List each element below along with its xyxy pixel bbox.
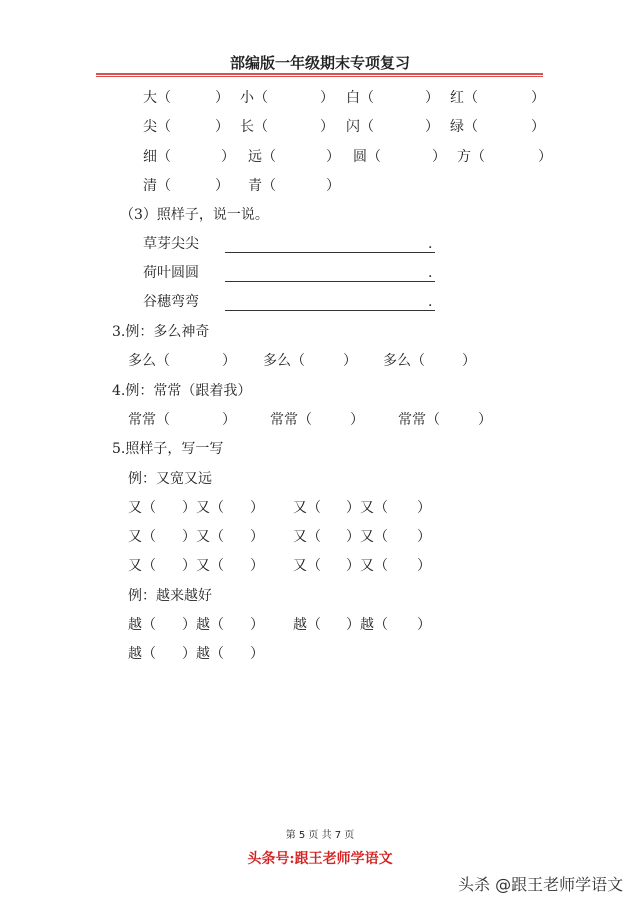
- watermark: 头杀 @跟王老师学语文: [458, 875, 624, 894]
- fill-blank-prompt: ）又（: [346, 558, 388, 574]
- blank-close: ）: [417, 529, 431, 545]
- fill-blank-prompt: 大（: [143, 90, 171, 106]
- line-text: 例：又宽又远: [128, 471, 212, 487]
- line-text: 3.例：多么神奇: [112, 324, 210, 340]
- fill-blank-prompt: ）越（: [182, 646, 224, 662]
- fill-blank-prompt: 越（: [128, 617, 156, 633]
- fill-blank-prompt: ）越（: [182, 617, 224, 633]
- fill-blank-prompt: 又（: [128, 529, 156, 545]
- page-title: 部编版一年级期末专项复习: [229, 54, 410, 72]
- blank-close: ）: [417, 500, 431, 516]
- blank-close: ）: [425, 90, 439, 106]
- blank-close: ）: [326, 149, 340, 165]
- fill-blank-prompt: 多么（: [383, 353, 425, 369]
- fill-blank-prompt: ）又（: [182, 529, 224, 545]
- fill-blank-prompt: 又（: [128, 558, 156, 574]
- fill-blank-prompt: 常常（: [270, 412, 312, 428]
- fill-blank-prompt: 方（: [457, 149, 485, 165]
- line-text: .: [428, 265, 433, 281]
- fill-blank-prompt: ）又（: [346, 500, 388, 516]
- blank-close: ）: [417, 617, 431, 633]
- fill-blank-prompt: 尖（: [143, 119, 171, 135]
- blank-close: ）: [215, 119, 229, 135]
- fill-blank-prompt: ）越（: [346, 617, 388, 633]
- fill-blank-prompt: 多么（: [128, 353, 170, 369]
- blank-close: ）: [326, 178, 340, 194]
- line-text: 5.照样子，写一写: [112, 441, 224, 457]
- fill-blank-prompt: ）又（: [346, 529, 388, 545]
- fill-blank-prompt: 又（: [293, 529, 321, 545]
- fill-blank-prompt: 小（: [240, 90, 268, 106]
- fill-blank-prompt: 4.例：常常（跟着我）: [112, 383, 252, 399]
- blank-close: ）: [250, 529, 264, 545]
- fill-blank-prompt: 红（: [450, 90, 478, 106]
- line-text: 草芽尖尖: [143, 236, 199, 252]
- fill-blank-prompt: ）又（: [182, 500, 224, 516]
- fill-blank-prompt: 越（: [128, 646, 156, 662]
- brand-footer: 头条号:跟王老师学语文: [247, 851, 393, 867]
- blank-close: ）: [425, 119, 439, 135]
- fill-blank-prompt: （3）照样子，说一说。: [120, 207, 269, 223]
- line-text: 谷穗弯弯: [143, 294, 199, 310]
- blank-close: ）: [320, 119, 334, 135]
- line-text: 荷叶圆圆: [143, 265, 199, 281]
- blank-close: ）: [320, 90, 334, 106]
- page-number: 第 5 页 共 7 页: [285, 830, 355, 841]
- fill-blank-prompt: 又（: [128, 500, 156, 516]
- blank-close: ）: [222, 353, 236, 369]
- answer-underline[interactable]: [225, 310, 435, 311]
- blank-close: ）: [215, 178, 229, 194]
- answer-underline[interactable]: [225, 281, 435, 282]
- fill-blank-prompt: 常常（: [398, 412, 440, 428]
- fill-blank-prompt: 清（: [143, 178, 171, 194]
- fill-blank-prompt: 绿（: [450, 119, 478, 135]
- blank-close: ）: [250, 617, 264, 633]
- fill-blank-prompt: 闪（: [346, 119, 374, 135]
- blank-close: ）: [250, 558, 264, 574]
- fill-blank-prompt: 又（: [293, 500, 321, 516]
- fill-blank-prompt: 白（: [346, 90, 374, 106]
- fill-blank-prompt: ）又（: [182, 558, 224, 574]
- header-divider: [96, 73, 543, 75]
- blank-close: ）: [221, 149, 235, 165]
- fill-blank-prompt: 细（: [143, 149, 171, 165]
- header-divider-thin: [96, 76, 543, 77]
- blank-close: ）: [222, 412, 236, 428]
- line-text: 例：越来越好: [128, 588, 212, 604]
- fill-blank-prompt: 越（: [293, 617, 321, 633]
- blank-close: ）: [538, 149, 552, 165]
- fill-blank-prompt: 青（: [248, 178, 276, 194]
- blank-close: ）: [350, 412, 364, 428]
- fill-blank-prompt: 多么（: [263, 353, 305, 369]
- blank-close: ）: [343, 353, 357, 369]
- fill-blank-prompt: 长（: [240, 119, 268, 135]
- blank-close: ）: [417, 558, 431, 574]
- fill-blank-prompt: 又（: [293, 558, 321, 574]
- line-text: .: [428, 294, 433, 310]
- line-text: .: [428, 236, 433, 252]
- blank-close: ）: [531, 90, 545, 106]
- blank-close: ）: [531, 119, 545, 135]
- fill-blank-prompt: 常常（: [128, 412, 170, 428]
- blank-close: ）: [432, 149, 446, 165]
- blank-close: ）: [462, 353, 476, 369]
- answer-underline[interactable]: [225, 252, 435, 253]
- blank-close: ）: [478, 412, 492, 428]
- blank-close: ）: [215, 90, 229, 106]
- fill-blank-prompt: 圆（: [353, 149, 381, 165]
- blank-close: ）: [250, 646, 264, 662]
- fill-blank-prompt: 远（: [248, 149, 276, 165]
- blank-close: ）: [250, 500, 264, 516]
